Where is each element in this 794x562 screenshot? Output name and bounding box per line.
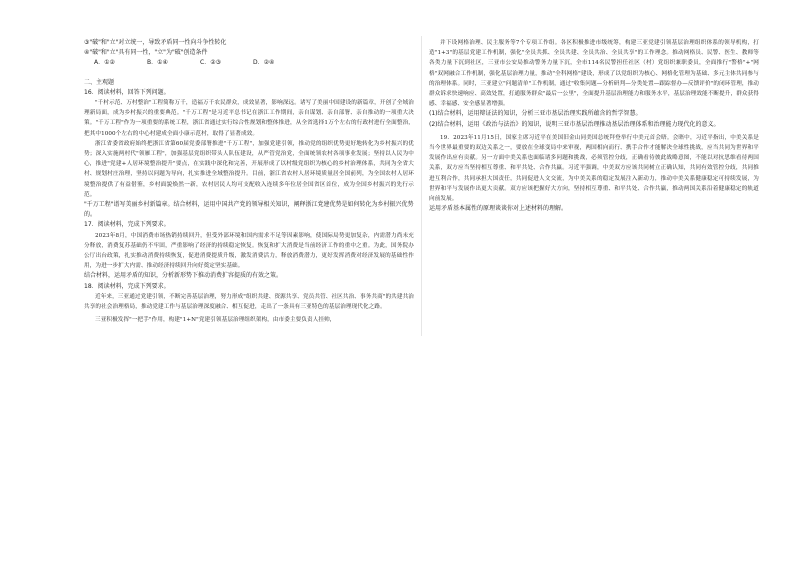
choice-d: D．②④ <box>253 59 275 67</box>
question-18-material-3: 并下设网格治理、民主服务等7个专项工作组。各区积极推进市级统筹，构建三亚党建引领基层治理组织体系的领导机构，打造"1+3"的基层党建工作机制，强化"全员共抓、全员共建、全员共治、全员共享"的工作理念。推动网格员、民警、医生、教师等各类力量下沉到社区，三亚市公安局推动警务力量下沉，全市114名民警担任社区（村）党组织兼职委员，全面推行"警格"+"网格"双网融合工作机制，强化基层治理力量，推动"全科网格"建设，形成了以党组织为核心、网格化管理为基础、多元主体共同参与的治理体系。同时，三亚建立"问题清单"工作机制，通过"收集问题—分析研判—分类处置—跟踪督办—反馈评价"的闭环管理，推动群众诉求快速响应、高效处置，打通服务群众"最后一公里"，全面提升基层治理能力和服务水平，基层治理效能不断提升，群众获得感、幸福感、安全感显著增强。 <box>429 40 759 108</box>
question-19-prompt: 运用矛盾基本属性的原理谈谈你对上述材料的理解。 <box>429 205 568 213</box>
question-18-title: 18．阅读材料，完成下列要求。 <box>84 282 170 290</box>
left-column <box>84 38 414 325</box>
choice-b: B．①④ <box>147 59 168 67</box>
section-title: 二、主观题 <box>84 78 115 86</box>
question-17-title: 17．阅读材料，完成下列要求。 <box>84 221 170 229</box>
question-17-prompt: 结合材料，运用矛盾的知识，分析新形势下推动消费扩容提质的有效之策。 <box>84 272 283 280</box>
question-18-material-2: 三亚积极发挥"一把手"作用，构建"1+N"党建引领基层治理组织架构，由市委主要负责人挂帅， <box>95 317 336 324</box>
question-17-material: 2023年8月，中国消费市场热销持续回升，但受外部环境和国内需求不足等因素影响，使国际局势更加复杂，内需潜力尚未充分释放，消费复苏基础仍不牢固，严重影响了经济的持续稳定恢复。恢复和扩大消费是当前经济工作的重中之重。为此，国务院办公厅出台政策，扎实推动消费持续恢复，促进消费提质升级，激发消费活力，释放消费潜力，更好发挥消费对经济发展的基础性作用，为进一步扩大内需、推动经济持续回升向好奠定坚实基础。 <box>84 232 414 270</box>
right-column <box>429 38 759 214</box>
question-16-title: 16．阅读材料，回答下列问题。 <box>84 88 170 96</box>
answer-choices <box>84 58 414 68</box>
option-4: ④"破"和"立"具有同一性，"立"为"破"创造条件 <box>84 49 208 57</box>
column-divider <box>421 36 422 336</box>
choice-a: A．①② <box>94 59 115 67</box>
option-3: ③"破"和"立"对立统一，导致矛盾同一性向斗争性转化 <box>84 39 227 46</box>
question-18-sub-2: (2)结合材料，运用《政治与法治》的知识，说明三亚市基层治理推动基层治理体系和治理能力现代化的意义。 <box>429 120 720 128</box>
choice-c: C．②③ <box>200 59 221 67</box>
question-18-material-1: 近年来，三亚通过党建引领，不断完善基层治理，努力形成"组织共建、资源共享、党员共管、社区共治、事务共商"的共建共治共享的社会治理格局，推动党建工作与基层治理深度融合、相互促进，走出了一条具有三亚特色的基层治理现代化之路。 <box>84 293 414 311</box>
question-16-prompt: "千万工程"谱写美丽乡村新篇章。结合材料，运用中国共产党的领导相关知识，阐释浙江党建优势是如何转化为乡村振兴优势的。 <box>84 201 414 219</box>
question-16-material-1: "千村示范、万村整治"工程简称万千，造福万千农民群众，成效显著，影响深远。诸写了美丽中国建设的新篇章，开创了全域治理新局面，成为乡村振兴的重要典范。"千万工程"是习近平总书记在浙江工作期间，亲自谋划、亲自部署、亲自推动的一项重大决策。"千万工程"作为一项重要的系统工程，浙江省通过实行综合性规划和整体推进，从全省选择1万个左右的行政村进行全面整治，把其中1000个左右的中心村建成全面小康示范村，取得了显著成效。 <box>84 100 414 137</box>
question-19-material: 19．2023年11月15日，国家主席习近平在美国旧金山同美国总统拜登举行中美元首会晤。会晤中，习近平指出，中美关系是当今世界最重要的双边关系之一，要放在全球变局中来审视，两国相向而行、携手合作才能解决全球性挑战，应当共同为世界和平发展作出应有贡献。另一方面中美关系也面临诸多问题和挑战，必须管控分歧，正确看待彼此战略意图，不能以对抗思维看待两国关系，双方应当坚持相互尊重、和平共处、合作共赢。习近平强调，中美双方应该共同树立正确认知，共同有效管控分歧，共同推进互利合作，共同承担大国责任，共同促进人文交流，为中美关系的稳定发展注入新动力，推动中美关系健康稳定可持续发展，为世界和平与发展作出更大贡献。双方应该把握好大方向，坚持相互尊重、和平共处、合作共赢，推动两国关系沿着健康稳定的轨道向前发展。 <box>429 134 759 203</box>
question-18-sub-1: (1)结合材料，运用辩证法的知识，分析三亚市基层治理实践所蕴含的哲学智慧。 <box>429 110 642 118</box>
question-16-material-2: 浙江省委省政府始终把浙江省第60届党委部署推进"千万工程"，加强党建引领，推动党的组织优势更好地转化为乡村振兴的优势；深入实施两村代"领雁工程"，加强基层党组织带头人队伍建设，从严管党治党，全面统领农村各项事业发展；坚持以人民为中心，推进"党建+人居环境整治提升"要点，在实践中深化和完善，开展形成了以村级党组织为核心的乡村治理体系，共同为全省大村、规划村庄治理，坚持以问题为导向，扎实推进全域整治提升。目前，浙江省农村人居环境质量居全国前列，为全国农村人居环境整治提供了有益借鉴，乡村面貌焕然一新，农村居民人均可支配收入连续多年位居全国省区首位，成为全国乡村振兴的先行示范。 <box>84 140 414 198</box>
